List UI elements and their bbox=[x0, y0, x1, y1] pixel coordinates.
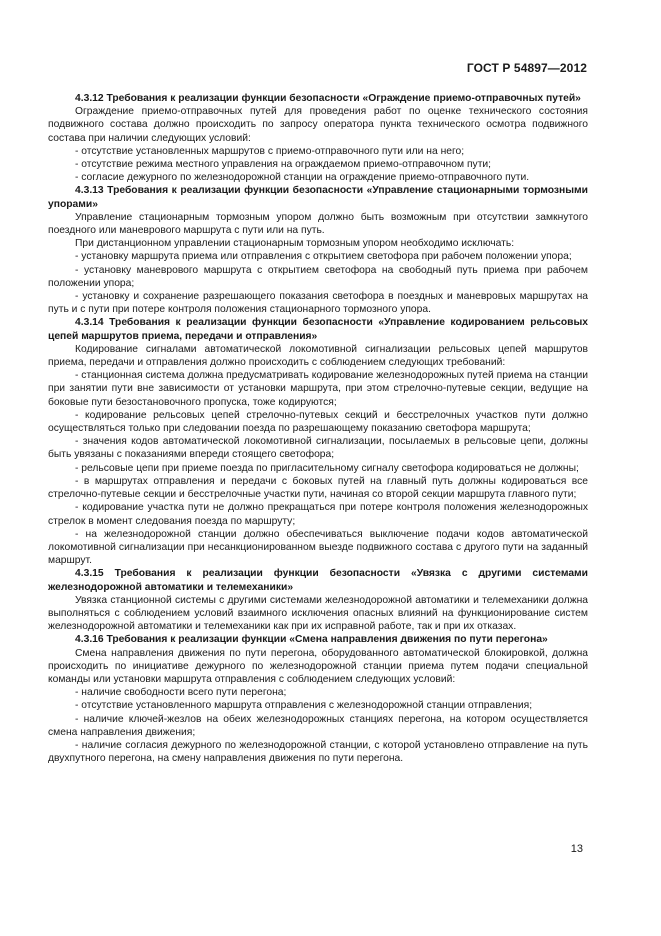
list-item: - в маршрутах отправления и передачи с боковых путей на главный путь должны кодироваться все стрелочно-путевые секции и бесстрелочные участки пути, начиная со второй секции маршрута главного пути; bbox=[48, 475, 588, 501]
paragraph: Ограждение приемо-отправочных путей для проведения работ по оценке технического состояния подвижного состава должно происходить по запросу оператора пункта технического осмотра подвижного состава при наличии следующих условий: bbox=[48, 106, 588, 144]
list-item: - станционная система должна предусматривать кодирование железнодорожных путей приема на станции при занятии пути вне зависимости от установки маршрута, при этом стрелочно-путевые секции, ведущие на боковые пути безостановочного пропуска, тоже кодируются; bbox=[48, 370, 588, 408]
section-heading: 4.3.12 Требования к реализации функции безопасности «Ограждение приемо-отправочных путей» bbox=[75, 93, 581, 104]
list-item: - рельсовые цепи при приеме поезда по пригласительному сигналу светофора кодироваться не должны; bbox=[75, 462, 579, 474]
list-item: - согласие дежурного по железнодорожной станции на ограждение приемо-отправочного пути. bbox=[75, 172, 530, 184]
paragraph: Увязка станционной системы с другими системами железнодорожной автоматики и телемеханики должна выполняться с соблюдением условий взаимного исключения опасных влияний на функционирование систем железнодорожной автоматики и телемеханики как при их исправной работе, так и при их отказах. bbox=[48, 594, 588, 633]
list-item: - отсутствие установленных маршрутов с приемо-отправочного пути или на него; bbox=[75, 145, 465, 157]
list-item: - значения кодов автоматической локомотивной сигнализации, посылаемых в рельсовые цепи, должны быть увязаны с показаниями впереди стоящего светофора; bbox=[48, 436, 588, 461]
list-item: - наличие ключей-жезлов на обеих железнодорожных станциях перегона, на котором осуществляется смена направления движения; bbox=[48, 713, 588, 738]
paragraph: Смена направления движения по пути перегона, оборудованного автоматической блокировкой, должна происходить по инициативе дежурного по железнодорожной станции приема путем подачи специальной команды или установки маршрута отправления с соблюдением следующих условий: bbox=[48, 647, 588, 685]
list-item: - наличие согласия дежурного по железнодорожной станции, с которой установлено отправление на путь двухпутного перегона, на смену направления движения по пути перегона. bbox=[48, 739, 588, 765]
section-heading: 4.3.16 Требования к реализации функции «Смена направления движения по пути перегона» bbox=[75, 634, 548, 646]
list-item: - установку маневрового маршрута с открытием светофора на свободный путь приема при рабочем положении упора; bbox=[48, 264, 588, 289]
list-item: - отсутствие установленного маршрута отправления с железнодорожной станции отправления; bbox=[75, 700, 533, 712]
list-item: - кодирование рельсовых цепей стрелочно-путевых секций и бесстрелочных участков пути должно осуществляться только при следовании поезда по разрешающему показанию светофора маршрута; bbox=[48, 409, 588, 435]
paragraph: Управление стационарным тормозным упором должно быть возможным при отсутствии замкнутого поездного или маневрового маршрута с пути или на путь. bbox=[48, 211, 588, 237]
page-number: 13 bbox=[570, 843, 583, 855]
document-body bbox=[48, 92, 588, 765]
list-item: - установку маршрута приема или отправления с открытием светофора при рабочем положении упора; bbox=[75, 251, 572, 263]
section-heading: 4.3.14 Требования к реализации функции безопасности «Управление кодированием рельсовых цепей маршрутов приема, передачи и отправления» bbox=[48, 317, 588, 342]
list-item: - наличие свободности всего пути перегона; bbox=[75, 687, 287, 699]
paragraph: При дистанционном управлении стационарным тормозным упором необходимо исключать: bbox=[75, 238, 515, 250]
list-item: - установку и сохранение разрешающего показания светофора в поездных и маневровых маршрутах на путь и с пути при потере контроля положения стационарного тормозного упора. bbox=[48, 291, 588, 316]
standard-header: ГОСТ Р 54897—2012 bbox=[466, 61, 587, 75]
section-heading: 4.3.13 Требования к реализации функции безопасности «Управление стационарными тормозными упорами» bbox=[48, 185, 588, 210]
list-item: - кодирование участка пути не должно прекращаться при потере контроля положения железнодорожных стрелок в момент следования поезда по маршруту; bbox=[48, 502, 588, 527]
paragraph: Кодирование сигналами автоматической локомотивной сигнализации рельсовых цепей маршрутов приема, передачи и отправления должно происходить с соблюдением следующих требований: bbox=[48, 343, 588, 369]
list-item: - отсутствие режима местного управления на ограждаемом приемо-отправочном пути; bbox=[75, 159, 492, 171]
list-item: - на железнодорожной станции должно обеспечиваться выключение подачи кодов автоматической локомотивной сигнализации при несанкционированном выезде подвижного состава с другого пути на заданный маршрут. bbox=[48, 528, 588, 567]
section-heading: 4.3.15 Требования к реализации функции безопасности «Увязка с другими системами железнодорожной автоматики и телемеханики» bbox=[48, 568, 588, 593]
